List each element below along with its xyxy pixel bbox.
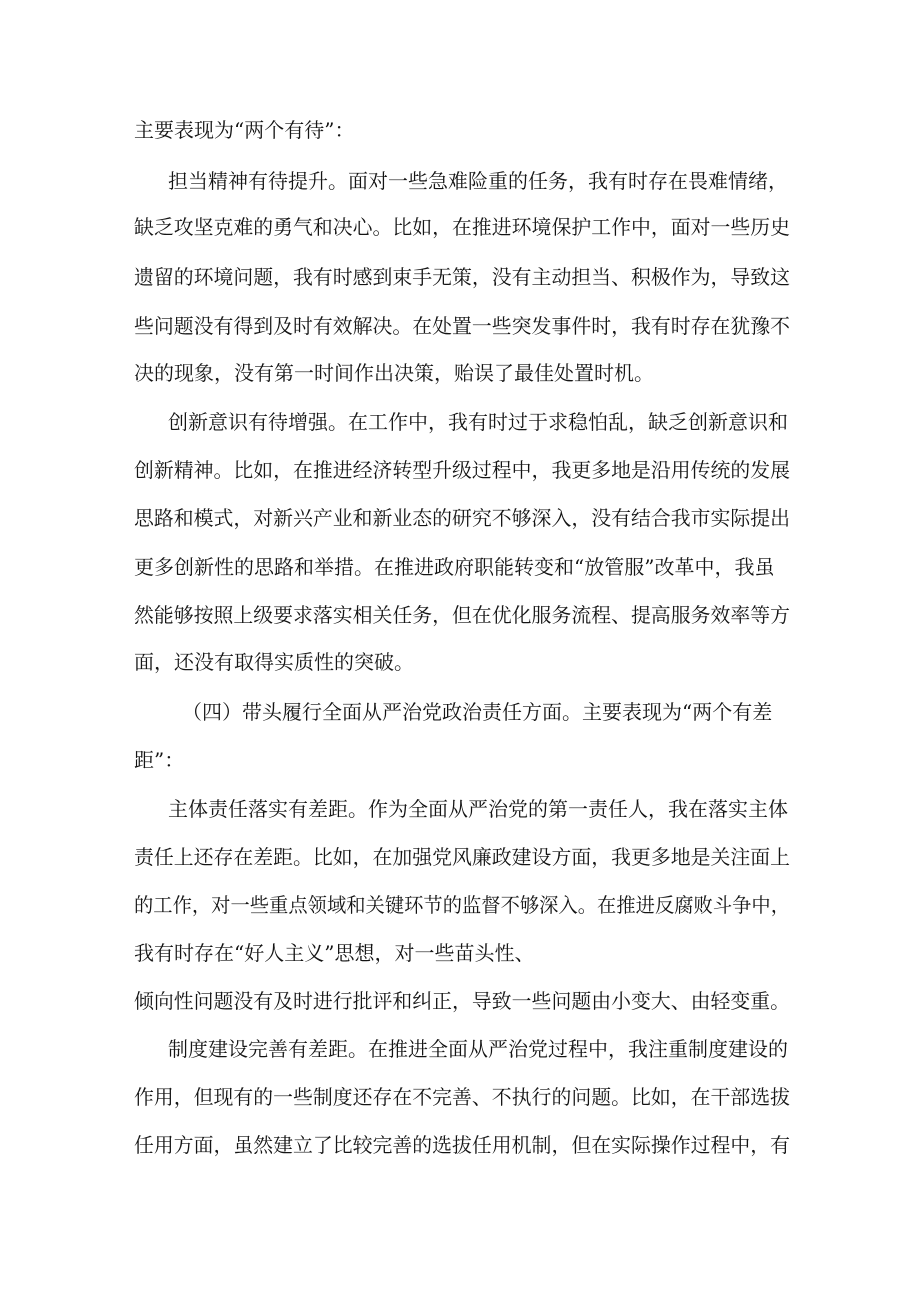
text-line: 我有时存在“好人主义”思想，对一些苗头性、	[134, 941, 535, 965]
text-line: 缺乏攻坚克难的勇气和决心。比如，在推进环境保护工作中，面对一些历史	[134, 215, 790, 239]
text-line: 担当精神有待提升。面对一些急难险重的任务，我有时存在畏难情绪，	[168, 169, 788, 193]
text-line: 些问题没有得到及时有效解决。在处置一些突发事件时，我有时存在犹豫不	[134, 314, 790, 338]
text-line: 思路和模式，对新兴产业和新业态的研究不够深入，没有结合我市实际提出	[134, 506, 790, 530]
text-line: 的工作，对一些重点领域和关键环节的监督不够深入。在推进反腐败斗争中，	[134, 893, 790, 917]
text-line: 遗留的环境问题，我有时感到束手无策，没有主动担当、积极作为，导致这	[134, 265, 790, 289]
text-line: 面，还没有取得实质性的突破。	[134, 650, 414, 674]
text-line: 任用方面，虽然建立了比较完善的选拔任用机制，但在实际操作过程中，有	[134, 1133, 790, 1157]
text-line: 制度建设完善有差距。在推进全面从严治党过程中，我注重制度建设的	[168, 1037, 788, 1061]
text-line: 更多创新性的思路和举措。在推进政府职能转变和“放管服”改革中，我虽	[134, 555, 775, 579]
text-line: （四）带头履行全面从严治党政治责任方面。主要表现为“两个有差	[182, 700, 773, 724]
text-line: 责任上还存在差距。比如，在加强党风廉政建设方面，我更多地是关注面上	[134, 845, 790, 869]
text-line: 创新意识有待增强。在工作中，我有时过于求稳怕乱，缺乏创新意识和	[168, 410, 788, 434]
text-line: 创新精神。比如，在推进经济转型升级过程中，我更多地是沿用传统的发展	[134, 458, 790, 482]
text-line: 作用，但现有的一些制度还存在不完善、不执行的问题。比如，在干部选拔	[134, 1085, 790, 1109]
text-line: 决的现象，没有第一时间作出决策，贻误了最佳处置时机。	[134, 361, 654, 385]
text-line: 距”：	[134, 748, 185, 772]
text-line: 然能够按照上级要求落实相关任务，但在优化服务流程、提高服务效率等方	[134, 603, 790, 627]
text-line: 主要表现为“两个有待”：	[134, 118, 355, 142]
text-line: 主体责任落实有差距。作为全面从严治党的第一责任人，我在落实主体	[168, 797, 788, 821]
text-line: 倾向性问题没有及时进行批评和纠正，导致一些问题由小变大、由轻变重。	[134, 989, 790, 1013]
